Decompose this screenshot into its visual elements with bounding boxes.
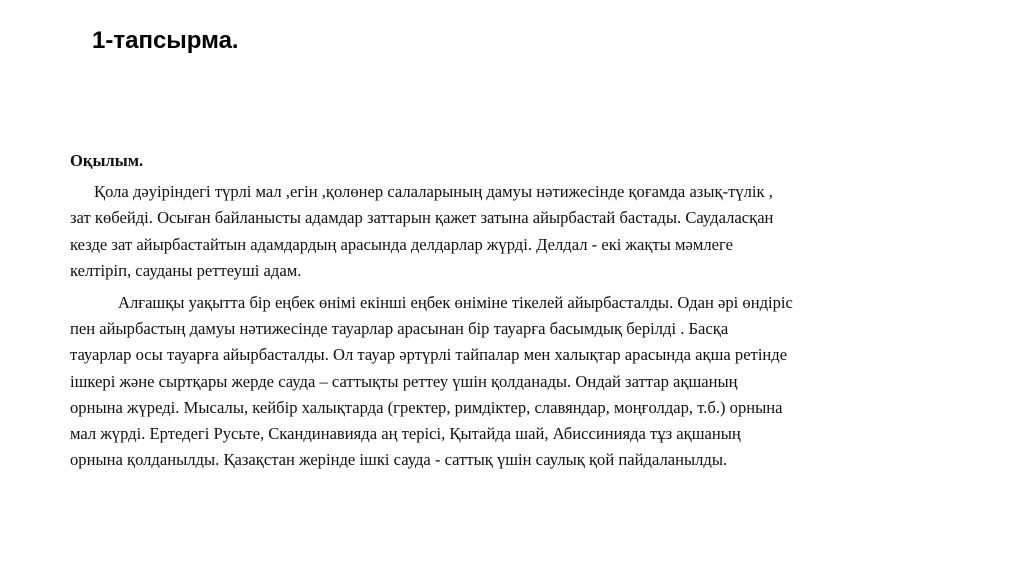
text-line: кезде зат айырбастайтын адамдардың арасында делдарлар жүрді. Делдал - екі жақты мәмлеге: [70, 234, 733, 254]
text-line: ішкері және сыртқары жерде сауда – саттықты реттеу үшін қолданады. Ондай заттар ақшаның: [70, 371, 738, 391]
text-line: орнына жүреді. Мысалы, кейбір халықтарда (гректер, римдіктер, славяндар, моңғолдар, т.б.) орнына: [70, 397, 783, 417]
text-line: Алғашқы уақытта бір еңбек өнімі екінші еңбек өніміне тікелей айырбасталды. Одан әрі өндіріс: [118, 293, 793, 313]
text-line: Қола дәуіріндегі түрлі мал ,егін ,қолөнер салаларының дамуы нәтижесінде қоғамда азық-түлік ,: [94, 182, 773, 202]
text-line: мал жүрді. Ертедегі Русьте, Скандинавияда аң терісі, Қытайда шай, Абиссинияда тұз ақшаның: [70, 424, 741, 444]
text-line: келтіріп, сауданы реттеуші адам.: [70, 260, 302, 280]
text-line: зат көбейді. Осыған байланысты адамдар заттарын қажет затына айырбастай бастады. Саудаласқан: [70, 208, 774, 228]
text-line: пен айырбастың дамуы нәтижесінде тауарлар арасынан бір тауарға басымдық берілді . Басқа: [70, 319, 729, 339]
reading-text-block: [70, 148, 920, 479]
paragraph-1: [70, 179, 920, 284]
text-line: орнына қолданылды. Қазақстан жерінде ішкі сауда - саттық үшін саулық қой пайдаланылды.: [70, 450, 728, 470]
paragraph-2: [70, 290, 920, 473]
text-line: тауарлар осы тауарға айырбасталды. Ол тауар әртүрлі тайпалар мен халықтар арасында ақша ретінде: [70, 345, 788, 365]
reading-heading: Оқылым.: [70, 151, 144, 170]
slide-title: 1-тапсырма.: [92, 27, 239, 54]
